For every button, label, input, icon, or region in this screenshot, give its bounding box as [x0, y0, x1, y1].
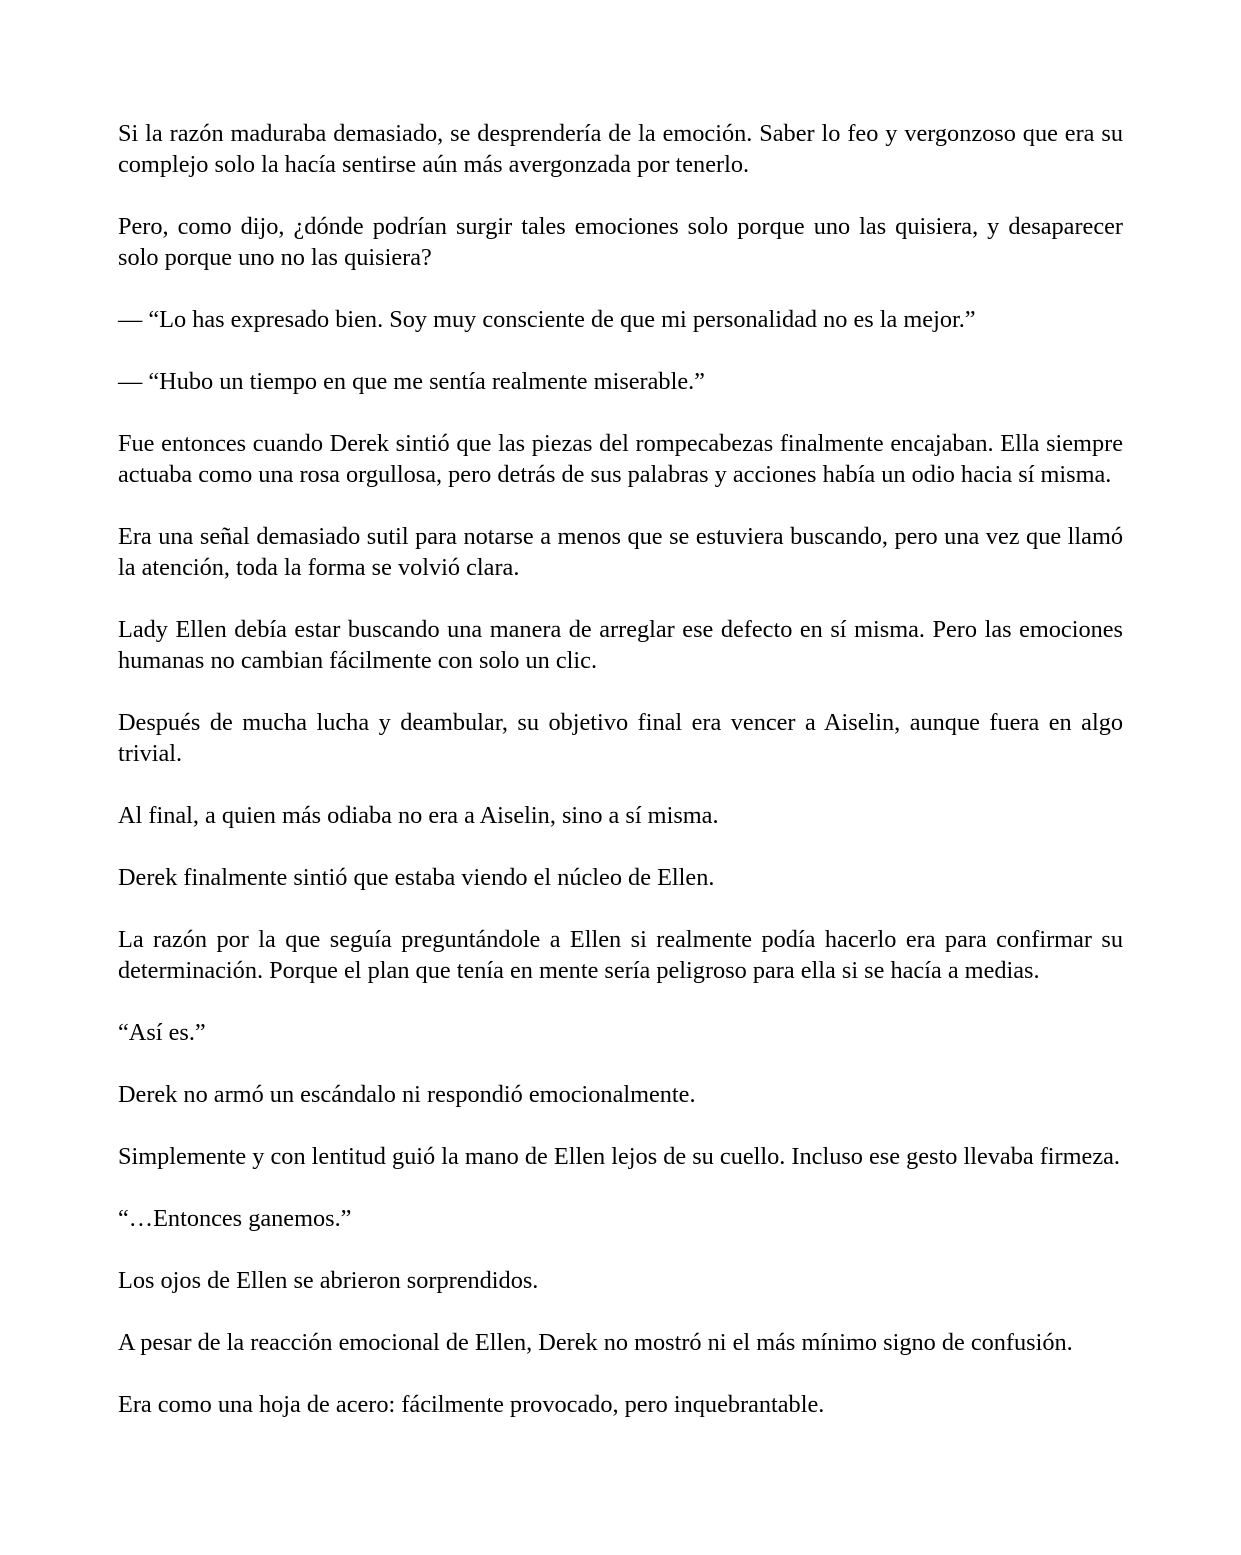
paragraph: Si la razón maduraba demasiado, se desprendería de la emoción. Saber lo feo y vergonzoso que era su complejo solo la hacía sentirse aún más avergonzada por tenerlo.: [118, 120, 1123, 178]
paragraph: Fue entonces cuando Derek sintió que las piezas del rompecabezas finalmente encajaban. Ella siempre actuaba como una rosa orgullosa, pero detrás de sus palabras y acciones había un odio hacia sí misma.: [118, 430, 1123, 488]
paragraph: Después de mucha lucha y deambular, su objetivo final era vencer a Aiselin, aunque fuera en algo trivial.: [118, 709, 1123, 767]
paragraph: A pesar de la reacción emocional de Ellen, Derek no mostró ni el más mínimo signo de confusión.: [118, 1329, 1073, 1356]
document-body: [118, 118, 1123, 1420]
dialogue-paragraph: “…Entonces ganemos.”: [118, 1205, 352, 1232]
paragraph: Era como una hoja de acero: fácilmente provocado, pero inquebrantable.: [118, 1391, 825, 1418]
paragraph: Los ojos de Ellen se abrieron sorprendidos.: [118, 1267, 539, 1294]
paragraph: Derek no armó un escándalo ni respondió emocionalmente.: [118, 1081, 696, 1108]
dialogue-paragraph: — “Hubo un tiempo en que me sentía realmente miserable.”: [118, 368, 705, 395]
paragraph: Era una señal demasiado sutil para notarse a menos que se estuviera buscando, pero una vez que llamó la atención, toda la forma se volvió clara.: [118, 523, 1123, 581]
paragraph: Derek finalmente sintió que estaba viendo el núcleo de Ellen.: [118, 864, 715, 891]
dialogue-paragraph: “Así es.”: [118, 1019, 206, 1046]
paragraph: Pero, como dijo, ¿dónde podrían surgir tales emociones solo porque uno las quisiera, y desaparecer solo porque uno no las quisiera?: [118, 213, 1123, 271]
paragraph: Al final, a quien más odiaba no era a Aiselin, sino a sí misma.: [118, 802, 719, 829]
paragraph: La razón por la que seguía preguntándole a Ellen si realmente podía hacerlo era para confirmar su determinación. Porque el plan que tenía en mente sería peligroso para ella si se hacía a medias.: [118, 926, 1123, 984]
paragraph: Simplemente y con lentitud guió la mano de Ellen lejos de su cuello. Incluso ese gesto llevaba firmeza.: [118, 1143, 1120, 1170]
paragraph: Lady Ellen debía estar buscando una manera de arreglar ese defecto en sí misma. Pero las emociones humanas no cambian fácilmente con solo un clic.: [118, 616, 1123, 674]
dialogue-paragraph: — “Lo has expresado bien. Soy muy consciente de que mi personalidad no es la mejor.”: [118, 306, 976, 333]
